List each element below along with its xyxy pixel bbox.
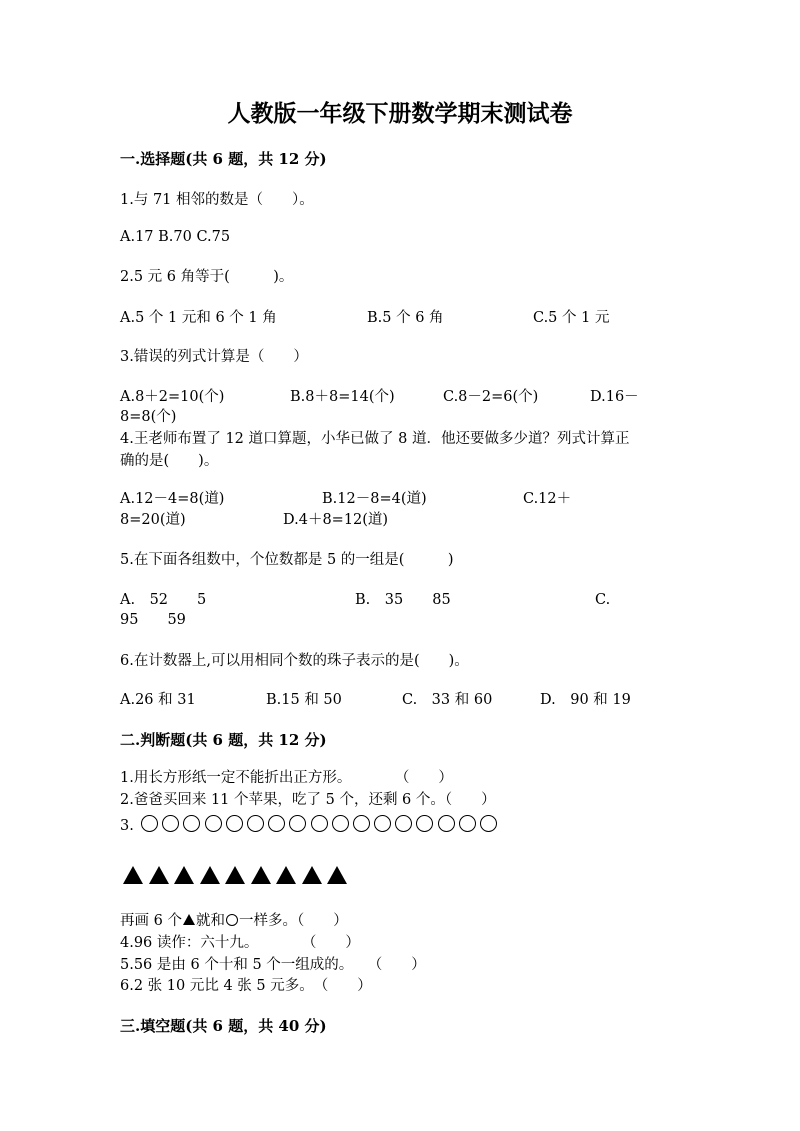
- question-2-option-c: C.5 个 1 元: [533, 310, 610, 326]
- judgement-item-5: 5.56 是由 6 个十和 5 个一组成的。 （ ）: [120, 957, 426, 973]
- circle-shape: [162, 815, 179, 832]
- question-4-stem-line2: 确的是( )。: [120, 453, 219, 469]
- circle-shape: [141, 815, 158, 832]
- question-3-option-b: B.8＋8=14(个): [290, 389, 395, 405]
- question-6-option-b: B.15 和 50: [266, 692, 342, 708]
- circle-icon: [226, 914, 238, 926]
- question-4-option-c-wrap: 8=20(道): [120, 512, 186, 528]
- question-5-option-b: B. 35 85: [355, 592, 451, 608]
- question-6-option-d: D. 90 和 19: [540, 692, 631, 708]
- question-2-option-a: A.5 个 1 元和 6 个 1 角: [120, 310, 277, 326]
- triangle-shape: [327, 866, 347, 884]
- judgement-item-4: 4.96 读作：六十九。 （ ）: [120, 935, 360, 951]
- question-4-option-a: A.12－4=8(道): [120, 491, 225, 507]
- triangle-shape: [225, 866, 245, 884]
- circle-shape: [289, 815, 306, 832]
- question-3-option-c: C.8－2=6(个): [443, 389, 539, 405]
- circle-shape: [247, 815, 264, 832]
- triangle-icon: [183, 914, 195, 925]
- circle-shape: [395, 815, 412, 832]
- triangle-shape: [251, 866, 271, 884]
- circle-shape: [183, 815, 200, 832]
- judgement-item-3-text: [120, 912, 348, 930]
- circle-shape: [480, 815, 497, 832]
- circle-shape: [353, 815, 370, 832]
- circle-shape: [205, 815, 222, 832]
- question-2-stem: 2.5 元 6 角等于( )。: [120, 269, 294, 285]
- page-title: 人教版一年级下册数学期末测试卷: [227, 100, 573, 127]
- question-3-stem: 3.错误的列式计算是（ ）: [120, 349, 308, 365]
- question-6-stem: 6.在计数器上,可以用相同个数的珠子表示的是( )。: [120, 653, 469, 669]
- circle-shape: [332, 815, 349, 832]
- judgement-item-3-label: 3.: [120, 818, 134, 834]
- circle-shape: [374, 815, 391, 832]
- judgement-item-3-text-mid: 就和: [195, 913, 225, 929]
- circle-shape: [268, 815, 285, 832]
- question-5-option-c-wrap: 95 59: [120, 612, 186, 628]
- question-4-option-b: B.12－8=4(道): [322, 491, 427, 507]
- question-6-option-c: C. 33 和 60: [402, 692, 493, 708]
- question-4-option-d: D.4＋8=12(道): [283, 512, 389, 528]
- section-heading-choice: 一.选择题(共 6 题，共 12 分): [120, 150, 327, 168]
- question-4-option-c: C.12＋: [523, 491, 572, 507]
- triangle-shape: [149, 866, 169, 884]
- question-5-stem: 5.在下面各组数中，个位数都是 5 的一组是( ): [120, 552, 454, 568]
- circle-shape: [311, 815, 328, 832]
- judgement-item-2: 2.爸爸买回来 11 个苹果，吃了 5 个，还剩 6 个。（ ）: [120, 792, 496, 808]
- question-5-option-c: C.: [595, 592, 611, 608]
- judgement-item-6: 6.2 张 10 元比 4 张 5 元多。 （ ）: [120, 978, 372, 994]
- judgement-item-3-text-after: 一样多。（ ）: [238, 913, 348, 929]
- triangle-shape: [276, 866, 296, 884]
- question-3-option-d: D.16－: [590, 389, 639, 405]
- circle-shape: [459, 815, 476, 832]
- circle-shape: [416, 815, 433, 832]
- question-3-option-a: A.8＋2=10(个): [120, 389, 225, 405]
- question-3-option-d-wrap: 8=8(个): [120, 409, 177, 425]
- triangle-row: [123, 866, 347, 884]
- triangle-shape: [174, 866, 194, 884]
- circle-shape: [438, 815, 455, 832]
- question-5-option-a: A. 52 5: [120, 592, 207, 608]
- judgement-item-1: 1.用长方形纸一定不能折出正方形。 （ ）: [120, 770, 453, 786]
- judgement-item-3-text-before: 再画 6 个: [120, 913, 182, 929]
- question-2-option-b: B.5 个 6 角: [367, 310, 444, 326]
- triangle-shape: [123, 866, 143, 884]
- section-heading-fill-in: 三.填空题(共 6 题，共 40 分): [120, 1017, 327, 1035]
- question-1-options: A.17 B.70 C.75: [120, 229, 231, 245]
- question-6-option-a: A.26 和 31: [120, 692, 196, 708]
- circle-shape: [226, 815, 243, 832]
- triangle-shape: [200, 866, 220, 884]
- question-4-stem-line1: 4.王老师布置了 12 道口算题，小华已做了 8 道．他还要做多少道？列式计算正: [120, 431, 630, 447]
- section-heading-judgement: 二.判断题(共 6 题，共 12 分): [120, 731, 327, 749]
- question-1-stem: 1.与 71 相邻的数是（ ）。: [120, 192, 314, 208]
- triangle-shape: [302, 866, 322, 884]
- circle-row: [141, 815, 497, 835]
